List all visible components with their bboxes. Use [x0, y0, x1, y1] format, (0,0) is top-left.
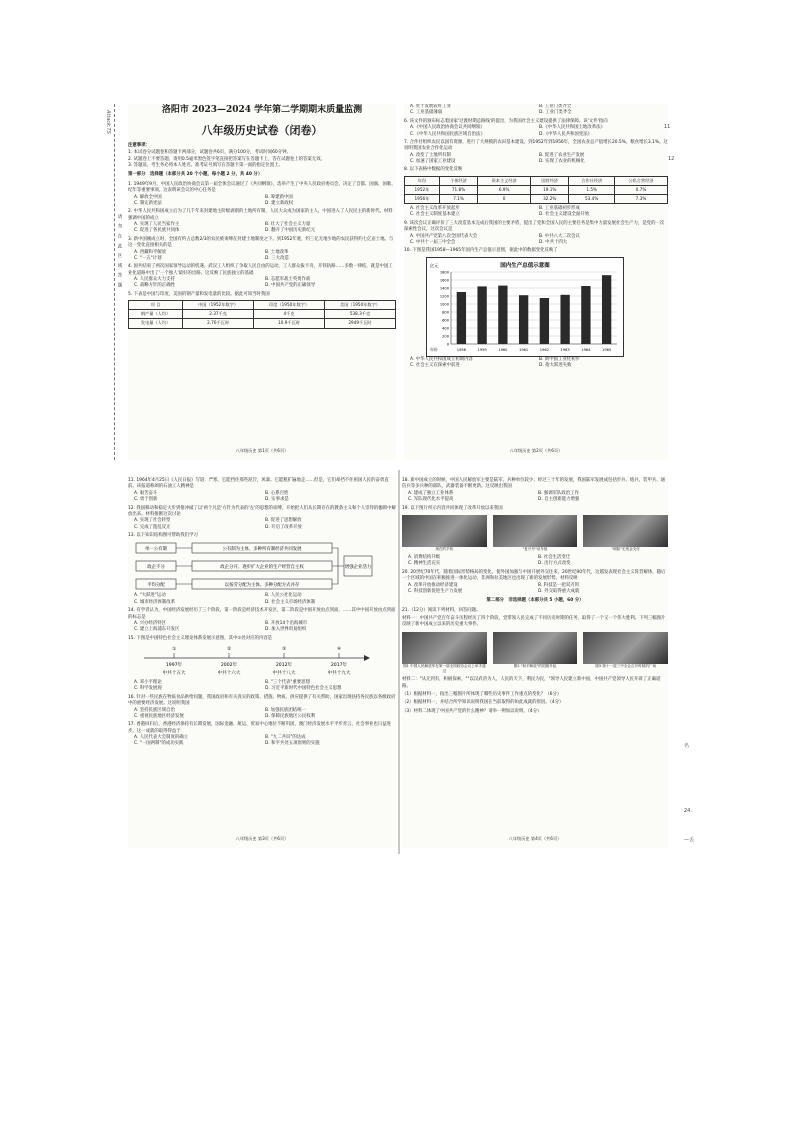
question-10: 10. 下图是我国1958—1965年国内生产总值示意图，据此中的数据变化反映了: [404, 248, 558, 254]
notice-item: 1. 本试卷分试题卷和答题卡两部分，试题卷共6页，满分100分，考试时间60分钟。: [128, 150, 291, 156]
option: C. 完成了拨乱反正: [134, 524, 171, 530]
reform-flow-diagram: [134, 541, 374, 591]
table-cell: 19.1%: [531, 185, 569, 194]
option: A. 建成了独立工业体系: [408, 490, 454, 496]
historic-photo-1: [402, 632, 487, 664]
option: B.《中华人民共和国土地改革法》: [539, 125, 605, 131]
y-tick-label: 1200: [439, 294, 449, 299]
y-tick-label: 600: [442, 318, 449, 323]
option: B. 人民公社化运动: [265, 593, 302, 599]
table-header: 美国（1950年数字）: [325, 301, 396, 310]
page-footer: 八年级历史 第1页（共6页）: [235, 447, 289, 453]
table-header: 年份: [405, 176, 440, 185]
bullet-train-photo: [493, 515, 578, 547]
timeline-marker: ②: [226, 647, 232, 652]
page-footer: 八年级历史 第4页（共6页）: [508, 835, 562, 841]
timeline-event: 中共十五大: [162, 671, 186, 676]
option: A. 实现了社会转型: [134, 518, 171, 524]
exam-page-2: [404, 104, 671, 460]
option: C. "一国两制"的成功实践: [134, 741, 184, 747]
option: B. 中共八大二次会议: [539, 233, 580, 239]
question-9: 9. 该次会议正确评价了三大改造基本完成后我国的主要矛盾，提出了党和全国人民的主要任务是集中力量发展社会生产力，是党的一次探索性会议，这次会议是: [404, 220, 665, 233]
options-13: [134, 593, 396, 606]
option: A. 人民群众大力支持: [134, 277, 175, 283]
x-tick-label: 1960: [498, 347, 508, 352]
notice-heading: 注意事项：: [128, 142, 150, 148]
face-pay-photo: [583, 515, 668, 547]
photo-caption: 图1 中国人民解放军在第一届全国政协会议上举手通过: [403, 663, 486, 674]
option: A. 西藏和平解放: [134, 249, 167, 255]
option: C. 社会主义制度基本建立: [410, 212, 460, 218]
x-tick-label: 1964: [581, 347, 591, 352]
option: D. 习近平新时代中国特色社会主义思想: [265, 686, 342, 692]
options-5: [410, 104, 668, 117]
option: A. 邓小平理论: [134, 680, 162, 685]
x-tick-label: 1959: [477, 347, 487, 352]
table-cell: 1.5%: [569, 185, 615, 194]
y-tick-label: 1000: [439, 302, 449, 307]
y-tick-label: 400: [442, 326, 449, 331]
question-21: 21.（12分）阅读下列材料，回答问题。: [402, 607, 481, 613]
options-9: [410, 234, 668, 247]
gdp-bar: [477, 286, 486, 344]
table-cell: 1956年: [405, 194, 440, 203]
binding-margin: [105, 104, 123, 460]
historic-photo-2: [493, 632, 578, 664]
option: B. 促进了农业生产发展: [539, 152, 585, 158]
table-cell: 71.8%: [439, 185, 477, 194]
option: A. 中华人民共和国成立初期内容: [410, 356, 473, 362]
options-14: [134, 621, 396, 634]
notice-item: 2. 试题卷上不要答题，请用0.5毫米黑色签字笔直接把答案写在答题卡上，答在试题卷上的答案无效。: [128, 156, 325, 162]
options-3: [134, 250, 396, 263]
option: A. 中国共产党第八次全国代表大会: [410, 233, 478, 239]
question-11: 11. 1964年4月25日《人民日报》写道：严寒，它能挡住那些泥泞，风暴。它能粗犷遍地走……但是，它们却挡不住祖国人民的奋勇直前。该报道称颂的石油工人精神是: [128, 478, 389, 490]
question-5: 5. 下表是中国与印度、美国的钢产量和发电量的比较。据此可知当时我国: [128, 291, 270, 297]
option: C. 促进了各民族共同体: [134, 228, 180, 234]
photo-caption: 现在的手机: [435, 546, 454, 551]
option: A. 艰苦奋斗: [134, 490, 158, 496]
timeline-marker: ③: [281, 647, 287, 652]
table-cell: 4千克: [254, 310, 325, 319]
x-tick-label: 1963: [560, 347, 570, 352]
options-12: [134, 518, 396, 531]
y-tick-label: 0: [446, 342, 449, 347]
options-2: [134, 222, 396, 235]
flow-node: 平均分配: [147, 583, 165, 589]
photo-row-21: [402, 632, 668, 674]
y-tick-label: 1600: [439, 278, 449, 283]
option: D. 实事求是: [265, 497, 289, 503]
y-tick-label: 800: [442, 310, 449, 315]
table-cell: 发电量（人均）: [129, 319, 183, 328]
table-cell: 2.37千克: [183, 310, 254, 319]
options-7: [410, 153, 668, 166]
table-header: 公私合营经济: [614, 176, 667, 185]
option: B. 科技是一把双刃剑: [538, 582, 579, 588]
option: B. 筹建新中国: [265, 194, 293, 200]
option: C. 工业基础薄弱: [410, 110, 443, 116]
photo-caption: "刷脸"无现金支付: [611, 546, 640, 551]
option: C. 勇于创新: [134, 497, 158, 503]
y-axis-label: 亿元: [430, 262, 439, 268]
option: B. 新中国工业化初步: [539, 356, 580, 362]
option: A. 解放全中国: [134, 194, 162, 200]
x-tick-label: 1958: [456, 347, 466, 352]
smartphone-photo: [402, 515, 487, 547]
option: C. 重视民族地区经济发展: [134, 713, 184, 719]
option: B. 强调军队政治工作: [538, 490, 579, 496]
section-heading: 第一部分 选择题（本部分共 20 个小题，每小题 2 分，共 40 分）: [128, 172, 263, 178]
gdp-bar: [519, 295, 528, 344]
option: C. 社会主义在探索中前进: [410, 363, 460, 369]
question-8: 8. 以下表格中数据的变化反映: [404, 167, 463, 173]
table-cell: 6.9%: [478, 185, 531, 194]
flow-node: 政企不分: [147, 565, 165, 571]
steel-power-table: [128, 300, 396, 328]
question-15: 15. 下图是中国特色社会主义理论体系发展示意图，其中①处对应的内容是: [128, 635, 273, 641]
option: B. 心系百姓: [265, 490, 289, 496]
option: B. 工业基础初步形成: [539, 206, 580, 212]
option: D. 工业门类齐全: [539, 110, 572, 116]
gdp-bar: [498, 285, 507, 343]
options-19: [408, 555, 668, 568]
flow-node: 增强企业活力: [344, 565, 372, 571]
question-18: 18. 新中国成立的时候，中国人民解放军主要是陆军，兵种单位较少；经过三十年的发展，我国陆军发展成包括步兵、炮兵、装甲兵、通信兵等多兵种的部队，武器装备不断更新。这反映出我国: [402, 478, 666, 490]
option: C. 城市经济体制改革: [134, 599, 175, 605]
chart-title: 国内生产总值示意图: [500, 262, 550, 269]
table-header: 合作社经济: [569, 176, 615, 185]
option: D. 社会主义建设全面开始: [539, 212, 590, 218]
question-16: 16. 针对一些民族在物质食品供给问题，我国政府和有关真实的政策、措施、物质、供应提供了有关帮助，国家出现扶持各民族以各级政府中的重要经济发展。这说明我国: [128, 694, 396, 707]
option: A. 改变了土地所有制: [410, 152, 451, 158]
option: A. 兴办经济特区: [134, 620, 167, 626]
margin-number: 12: [668, 156, 675, 162]
notice-item: 3. 答题前，考生务必将本人姓名、准考证号填写在答题卡第一面的指定位置上。: [128, 163, 283, 169]
options-15: [134, 680, 396, 693]
gdp-bar: [602, 275, 611, 344]
table-cell: 7.1%: [439, 194, 477, 203]
question-14: 14. 有学者认为，中国经济发展经历了三个阶段，第一阶段是经济技术开发区，第二阶段是中国开放由点到面，……其中中国开放由点到面的标志是: [128, 608, 396, 620]
margin-handwriting: Attack.TS: [105, 110, 111, 134]
option: D. 中共十四大: [539, 239, 568, 245]
exam-page-4: [402, 476, 668, 848]
table-header: 资本主义经济: [478, 176, 531, 185]
page-footer: 八年级历史 第3页（共6页）: [235, 835, 289, 841]
option: D. 保障民族地区公民权利: [265, 713, 316, 719]
table-cell: 7.3%: [614, 194, 667, 203]
option: D. 外交取得重大成就: [538, 588, 580, 594]
question-17: 17. 香港回归后，香港经济保持有长期发展，国际金融、航运、贸易中心地位不断巩固，澳门经济发展水平平步青云，社会事业也日益进步。这一成就的取得得益于: [128, 722, 392, 734]
question-4: 4. 国共结束了两次国家领导运动的机遇，武汉工人组织了争取人民自由的运动，工人群众拔卡舟，开铁轨路……多数一律结，就是中国工业化道路中出了'一个独人'最好的出路。这反映了民族独立的基础: [128, 264, 393, 276]
table-header: 项 目: [129, 301, 183, 310]
option: C. 建立上海浦东开发区: [134, 627, 180, 633]
table-row: [405, 194, 668, 203]
table-row: [405, 185, 668, 194]
table-header: 个体经济: [439, 176, 477, 185]
options-10: [410, 357, 668, 370]
flow-node: 政企分开、逐步扩大企业的生产经营自主权: [220, 565, 304, 571]
sub-question: （3）材料二体现了中国共产党的什么精神？请举一例加以说明。（4分）: [402, 708, 542, 714]
option: C. 战略方针的正确性: [134, 283, 175, 289]
table-header: 印度（1950年数字）: [254, 301, 325, 310]
option: B. "三个代表"重要思想: [265, 680, 310, 685]
option: B. 志愿军战士英勇作战: [265, 277, 311, 283]
table-cell: 53.4%: [569, 194, 615, 203]
table-cell: 10.9千瓦时: [254, 319, 325, 328]
option: A. 消费结构升级: [408, 555, 441, 561]
flow-node: 以按劳分配为主体、多种分配方式并存: [224, 583, 300, 589]
option: D. 加入世界贸易组织: [265, 627, 307, 633]
photo-caption: 图2 "和平解放"的国旗升起: [513, 663, 557, 668]
timeline-marker: ④: [336, 647, 342, 652]
option: D. 开启了改革开放: [265, 524, 302, 530]
option: B. 社会生活变迁: [538, 555, 571, 561]
exam-title: 洛阳市 2023—2024 学年第二学期期末质量监测: [161, 105, 363, 115]
table-header: 中国（1952年数字）: [183, 301, 254, 310]
gdp-bar: [581, 286, 590, 344]
material-2: 材料二："从无到有，积极探索，""以汉武帝为人，人民的天下，利民为民，"领导人民建立新中国，中国共产党领导人民开辟了正确道路。: [402, 677, 661, 689]
option: C. 加速了国家工业建设: [410, 159, 456, 164]
x-tick-label: 1965: [602, 347, 612, 352]
option: A. 人民代表大会制度的确立: [134, 735, 189, 740]
options-16: [134, 708, 396, 721]
option: D. 指大跃进失败: [539, 363, 572, 369]
table-cell: 32.2%: [531, 194, 569, 203]
table-cell: 0.7%: [614, 185, 667, 194]
page-fold: [398, 470, 400, 854]
option: D. 和平共处五项原则的实施: [265, 741, 320, 747]
options-1: [134, 195, 396, 208]
gdp-bar: [540, 298, 549, 344]
x-tick-label: 1962: [539, 347, 549, 352]
option: C. 科技创新促进生产力发展: [408, 588, 463, 594]
exam-page-3: [128, 476, 396, 848]
question-19: 19. 以下图片所示内容共同体现了改革开放以来我国: [402, 505, 503, 511]
option: C. "一五"计划: [134, 255, 162, 261]
option: B. "九二共识"的达成: [265, 735, 306, 740]
option: C. 制定新宪法: [134, 200, 162, 206]
option: A.《中国人民政治协商会议共同纲领》: [410, 125, 485, 131]
timeline-year: 1997年: [165, 663, 183, 668]
margin-mark: —丢: [684, 837, 695, 843]
table-row: [129, 310, 396, 319]
timeline-event: 中共十六大: [217, 671, 241, 676]
sub-question: （1）根据材料一，指出三幅图片所体现了哪些历史事件工作重点的变化？（6分）: [402, 691, 562, 697]
x-tick-label: 1961: [519, 347, 529, 352]
question-12: 12. 我国移动和稳定大步到推冲破了以'两个凡是'方针为代表的'左'的思想的束缚，开始把人们从长期存在的教条主义和个人崇拜的枷锁中解放出来。材料推断这次讨论: [128, 505, 396, 517]
option: D. 三大改造: [265, 255, 289, 261]
option: B. 土地改革: [265, 249, 289, 255]
options-4: [134, 277, 396, 290]
option: A. 实现了人民当家作主: [134, 222, 180, 228]
material-1: 材料一：中国共产党百年奋斗历程经历了四个阶段，党带领人民完成了不同历史时期的任务，取得了一个又一个伟大胜利。下列三幅图片反映了新中国成立以来的历史重大事件。: [402, 616, 666, 628]
photo-caption: "复兴号"动车组: [522, 546, 548, 551]
x-axis-label: 年份: [430, 346, 438, 352]
option: D. 社会主义市场经济体制: [265, 599, 316, 605]
historic-photo-3: [583, 632, 668, 664]
option: D.《中华人民共和国宪法》: [539, 131, 593, 137]
question-6: 6. 该文件的颁布标志着国家'过渡时期总路线'的提出，为我国社会主义建设提供了法律保障。该'文件'指向: [404, 118, 608, 124]
gdp-bar: [457, 292, 466, 344]
option: C. 中共十一届三中全会: [410, 239, 456, 245]
table-row: [129, 319, 396, 328]
option: A. 改革开放推动经济建设: [408, 582, 458, 588]
question-7: 7. 合作社组织农民以国有资源，进行了大规模的农田基本建设。到1952年到1956年，全国农业总产值增长20.5%，粮食增长3.1%。这说明我国农业合作化运动: [404, 139, 668, 152]
options-17: [134, 735, 396, 748]
option: C. 军队现代化水平提高: [408, 497, 454, 503]
option: B. 加强民族团结统一: [265, 707, 306, 713]
margin-mark: 24.: [684, 808, 692, 814]
table-cell: 钢产量（人均）: [129, 310, 183, 319]
option: B. 促进了思想解放: [265, 518, 302, 524]
timeline-year: 2012年: [275, 663, 293, 668]
table-cell: 538.3千克: [325, 310, 396, 319]
margin-number: 11: [664, 124, 671, 130]
timeline-event: 中共十九大: [327, 671, 351, 676]
sub-question: （2）根据材料一，并结合所学知识说明我国在当前取得的如此成就的原因。（4分）: [402, 700, 564, 706]
y-tick-label: 1800: [439, 270, 449, 275]
option: D. 翻开了中国历史新纪元: [265, 228, 316, 234]
table-cell: 0: [478, 194, 531, 203]
table-cell: 1952年: [405, 185, 440, 194]
table-cell: 2.76千瓦时: [183, 319, 254, 328]
option: D. 建立新政权: [265, 200, 294, 206]
table-header: 国营经济: [531, 176, 569, 185]
option: D. 实现了农业的机械化: [539, 159, 585, 164]
option: C. 科学发展观: [134, 686, 162, 692]
no-answer-zone-label: 请 勿 在 此 区 域 答 题: [117, 214, 122, 289]
option: A. 处于发展较好工业: [410, 104, 451, 109]
question-20: 20. 20世纪70年代，随着国际形势格局的变化，使外国加强与中国开展外交往来，20世纪90年代，这越发表现社会主义阵营解体，随后一个区域的中国在积极推进一体化运动，非洲和拉美地区也出现了新的发展形势。材料反映: [402, 569, 666, 582]
photo-row-19: [402, 515, 668, 552]
options-20: [408, 583, 668, 596]
option: D. 中国共产党的正确领导: [265, 283, 316, 289]
option: A. "大跃进"运动: [134, 593, 166, 599]
timeline-year: 2017年: [330, 663, 348, 668]
question-1: 1. 1949年9月，中国人民政治协商会议第一届全体会议通过了《共同纲领》，选举产生了中央人民政府委员会，决定了自都、国旗、国歌、纪年等重要事项。这表明该会议的中心任务是: [128, 181, 396, 194]
question-3: 3. 新中国刚成立时，全国有约占总数2/3的农民被束缚在封建土地制度之下。到1952年底，约三亿无地少地的农民获得约七亿亩土地。与这一变化直接相关的是: [128, 236, 394, 249]
question-2: 2. 中华人民共和国成立后为了几千年来封建地主阶级剥削的土地所有制，人民大众成为国家的主人，中国进入了人民民主的新时代。材料强调中国的成立: [128, 209, 393, 221]
option: D. 自主创新能力增强: [538, 497, 580, 503]
y-tick-label: 1400: [439, 286, 449, 291]
economy-share-table: [404, 176, 668, 204]
options-18: [408, 491, 668, 504]
option: C.《中华人民共和国民族区域自治法》: [410, 131, 485, 137]
option: B. 工业门类齐全: [539, 104, 572, 109]
option: D. 出行方式改变: [538, 561, 571, 567]
exam-subtitle: 八年级历史试卷（闭卷）: [201, 124, 323, 138]
timeline-event: 中共十八大: [272, 671, 296, 676]
cut-line: [114, 104, 115, 460]
question-13: 13. 以下知识结构图可帮助我们学习: [128, 533, 198, 538]
y-tick-label: 200: [442, 334, 449, 339]
gdp-bar-chart: [426, 257, 624, 357]
option: B. 壮大了社会主义力量: [265, 222, 311, 228]
option: A. 坚持民族区域自治: [134, 707, 175, 713]
flow-node: 公有制为主体、多种所有制经济共同发展: [222, 547, 302, 553]
option: A. 社会主义改革开放起步: [410, 206, 460, 212]
table-cell: 2949千瓦时: [325, 319, 396, 328]
options-8: [410, 206, 668, 219]
timeline-marker: ①: [171, 647, 177, 652]
margin-mark: 名: [684, 743, 690, 749]
options-11: [134, 491, 396, 504]
flow-node: 单一公有制: [145, 547, 167, 553]
option: B. 开放14个沿海城市: [265, 620, 308, 626]
photo-caption: 图3 第十一届三中全会召开时候的广场: [595, 663, 657, 668]
page-footer: 八年级历史 第2页（共6页）: [509, 447, 563, 453]
gdp-bar: [560, 294, 569, 343]
section-heading: 第二部分 非选择题（本部分共 5 小题，60 分）: [486, 598, 584, 604]
timeline-year: 2002年: [220, 663, 238, 668]
option: C. 精神生活充实: [408, 561, 441, 567]
theory-timeline: [134, 644, 374, 680]
exam-page-1: [128, 104, 396, 460]
